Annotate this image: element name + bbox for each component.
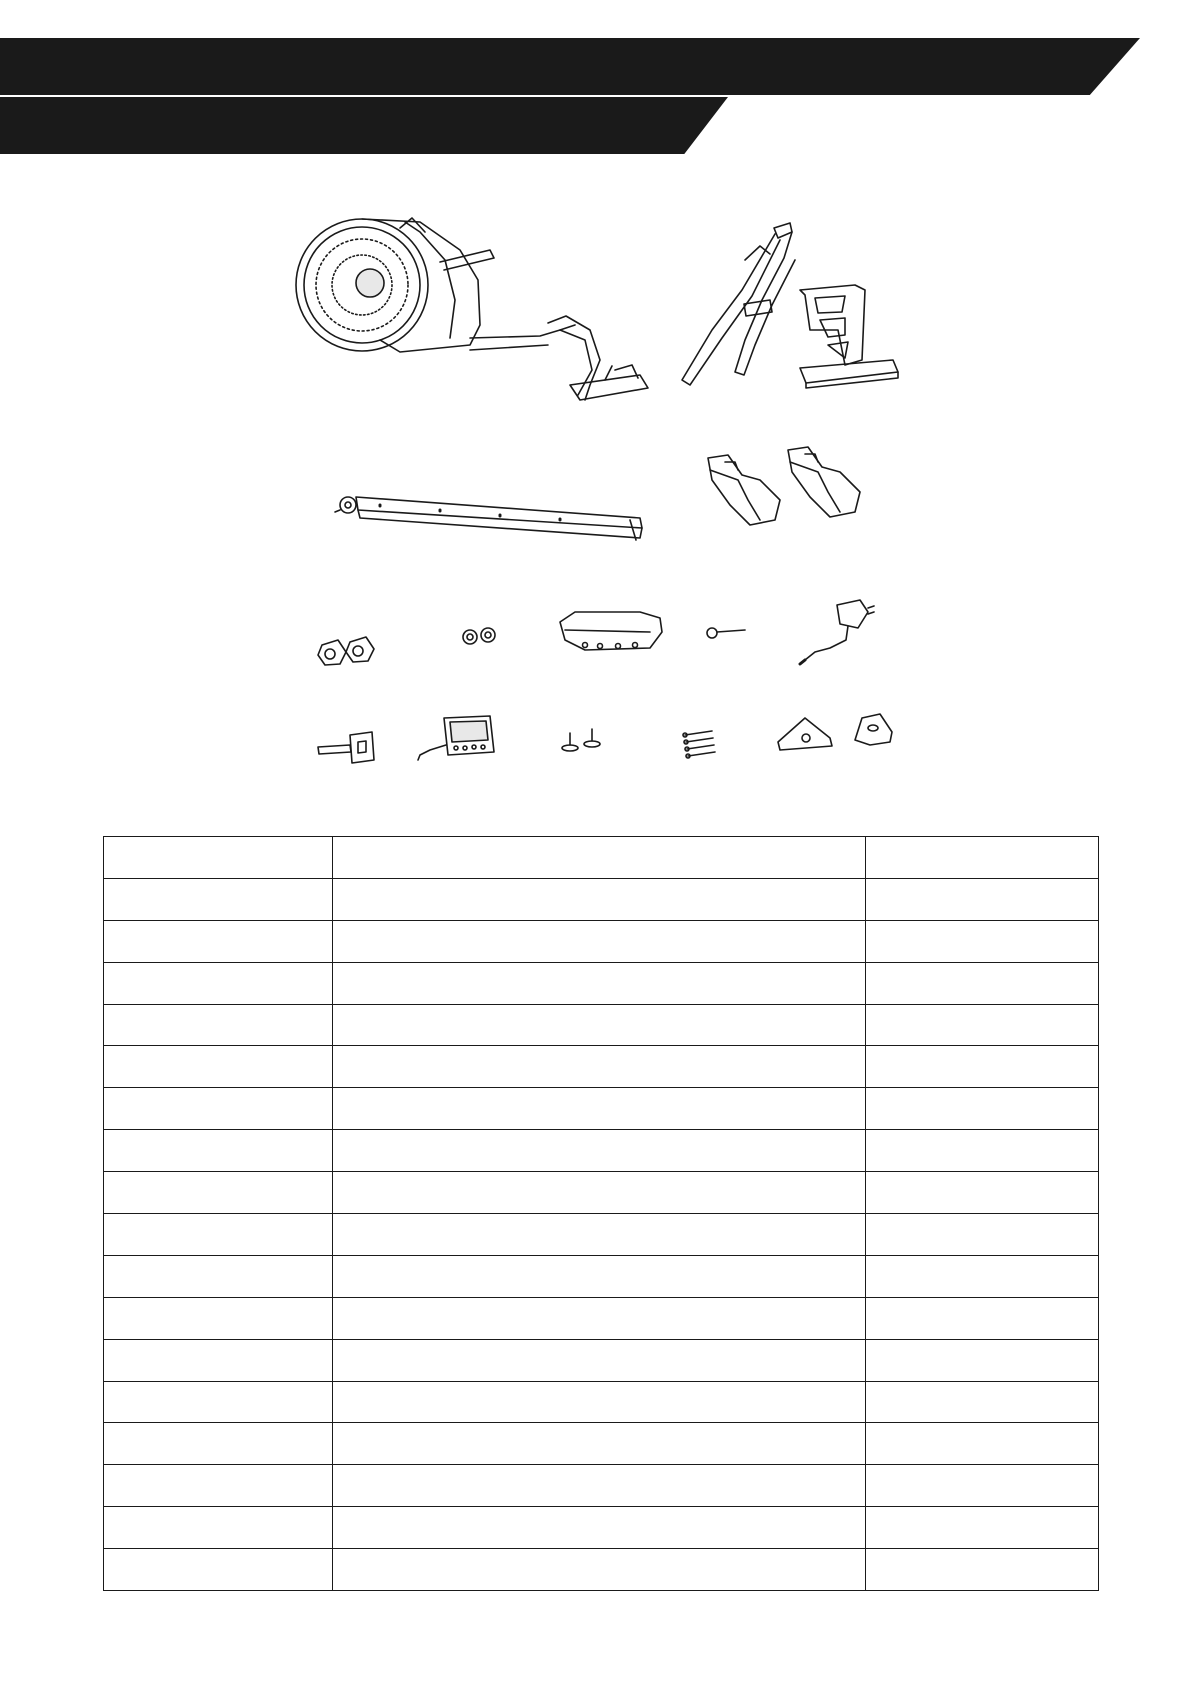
table-cell [866,920,1099,962]
table-cell [866,1423,1099,1465]
table-row [104,920,1099,962]
table-cell [333,1255,866,1297]
table-cell [104,1255,333,1297]
table-cell [866,1130,1099,1172]
table-cell [866,1465,1099,1507]
table-cell [866,1507,1099,1549]
table-cell [104,962,333,1004]
end-caps [318,637,374,665]
table-cell [333,962,866,1004]
table-cell [866,1381,1099,1423]
table-cell [104,1465,333,1507]
table-cell [104,1214,333,1256]
table-cell [333,1004,866,1046]
table-cell [866,1088,1099,1130]
table-cell [104,878,333,920]
table-row [104,962,1099,1004]
table-row [104,1214,1099,1256]
table-cell [866,962,1099,1004]
table-cell [333,1088,866,1130]
table-header-cell [104,837,333,879]
console [418,716,494,760]
table-row [104,1381,1099,1423]
table-cell [333,1339,866,1381]
table-cell [866,878,1099,920]
table-row [104,1172,1099,1214]
table-cell [333,1046,866,1088]
table-header-row [104,837,1099,879]
handle-bar-bracket [318,732,374,763]
table-cell [333,1172,866,1214]
table-cell [104,1381,333,1423]
table-cell [333,1507,866,1549]
table-row [104,1130,1099,1172]
seat [560,612,662,650]
table-cell [104,1507,333,1549]
table-cell [866,1046,1099,1088]
table-cell [104,1088,333,1130]
table-row [104,1423,1099,1465]
table-cell [104,1130,333,1172]
table-row [104,1339,1099,1381]
rear-stabilizer [800,285,898,388]
foot-pedals [708,447,860,525]
table-row [104,1549,1099,1591]
table-row [104,1465,1099,1507]
table-cell [104,1172,333,1214]
table-cell [104,1549,333,1591]
table-cell [866,1172,1099,1214]
parts-list-table [103,836,1099,1591]
table-cell [333,1423,866,1465]
table-row [104,1507,1099,1549]
table-header-cell [866,837,1099,879]
table-cell [333,1130,866,1172]
front-stabilizer-legs [682,223,795,385]
rail-covers [778,714,892,750]
bolts [683,731,715,758]
table-row [104,878,1099,920]
table-cell [333,878,866,920]
table-cell [866,1255,1099,1297]
parts-illustration [0,0,1191,820]
table-cell [333,1549,866,1591]
table-cell [333,1297,866,1339]
rower-main-frame [296,218,648,400]
table-cell [104,1423,333,1465]
table-cell [333,1465,866,1507]
rollers [463,628,495,644]
table-cell [866,1549,1099,1591]
table-cell [104,1297,333,1339]
table-cell [866,1214,1099,1256]
table-cell [333,1381,866,1423]
table-cell [866,1004,1099,1046]
table-cell [104,920,333,962]
slide-rail [335,497,642,540]
power-adapter [800,600,874,664]
table-cell [333,920,866,962]
table-cell [866,1297,1099,1339]
table-cell [104,1004,333,1046]
pin [707,628,745,638]
leveling-feet [562,729,600,751]
table-header-cell [333,837,866,879]
table-row [104,1088,1099,1130]
table-cell [333,1214,866,1256]
table-row [104,1046,1099,1088]
table-row [104,1255,1099,1297]
table-cell [866,1339,1099,1381]
table-row [104,1004,1099,1046]
table-cell [104,1046,333,1088]
table-cell [104,1339,333,1381]
table-row [104,1297,1099,1339]
